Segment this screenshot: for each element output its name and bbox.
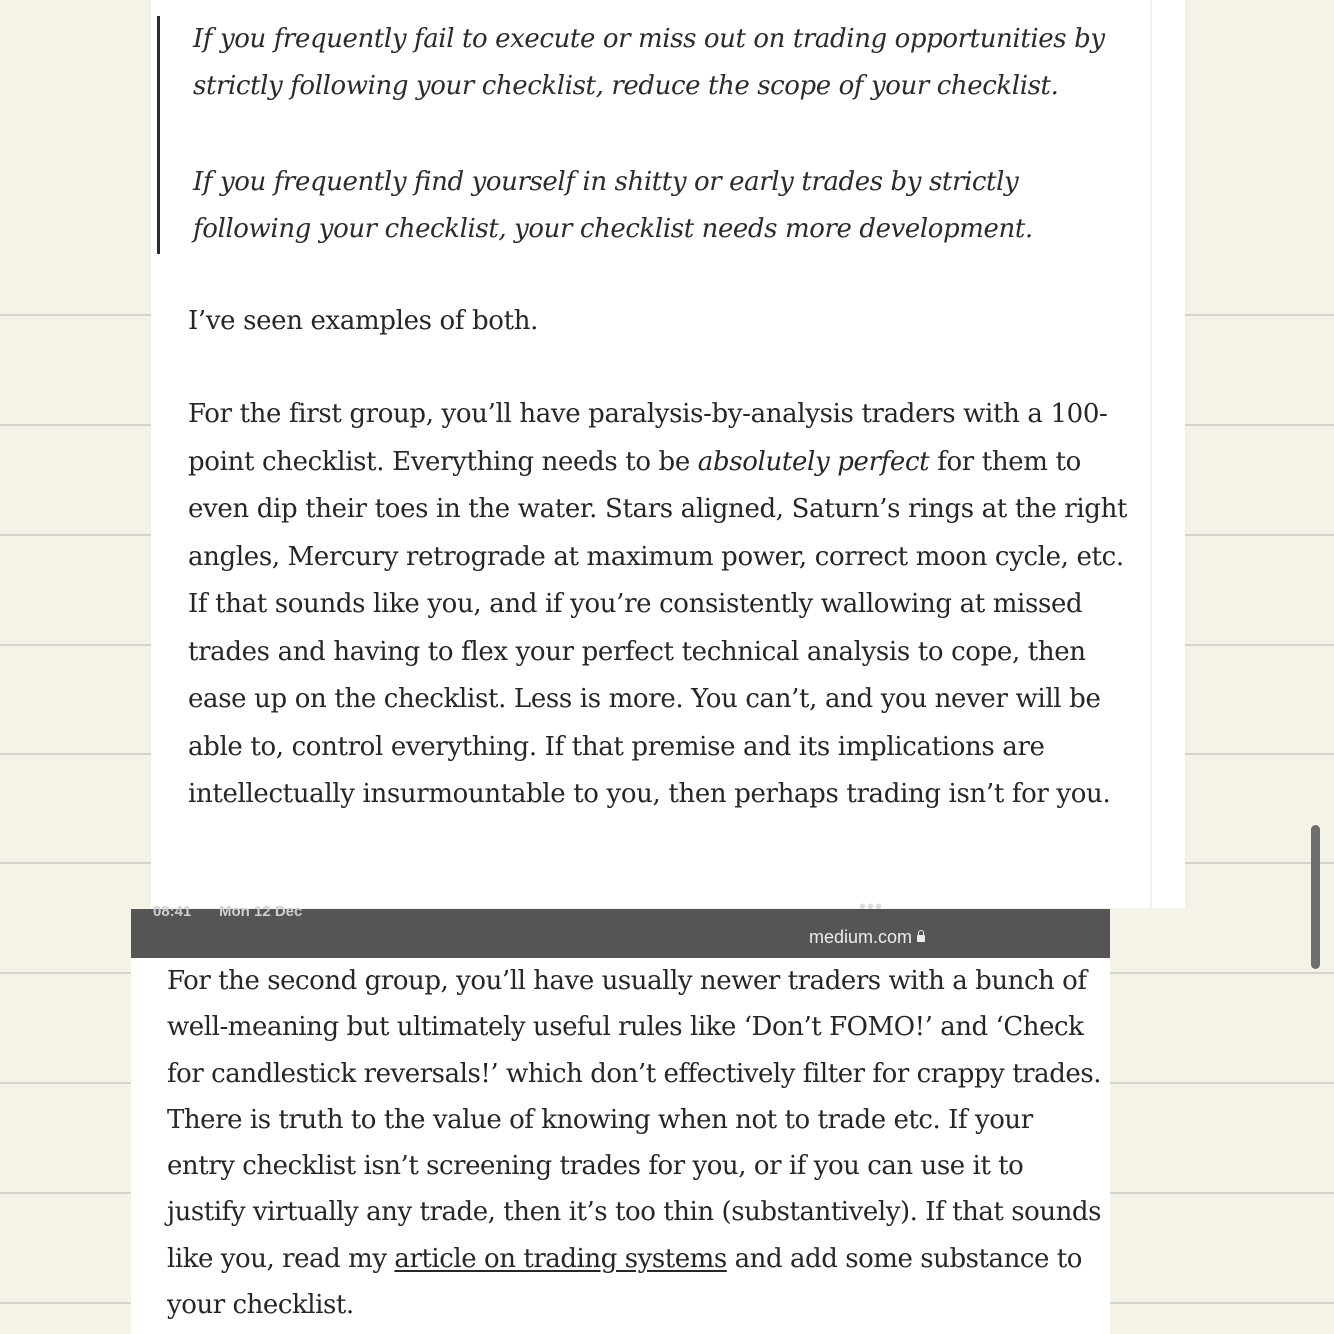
paragraph-second-group	[167, 958, 1102, 1328]
status-date: Mon 12 Dec	[219, 903, 303, 920]
scrollbar[interactable]	[1311, 825, 1320, 969]
card-edge	[1150, 0, 1152, 908]
paragraph-first-group	[188, 391, 1128, 819]
multitasking-dots-icon[interactable]: •••	[859, 896, 884, 918]
blockquote	[157, 16, 1120, 254]
quote-line-2: If you frequently find yourself in shitty or early trades by strictly following your checklist, your checklist needs more development.	[193, 167, 1033, 244]
status-bar	[131, 896, 1110, 958]
paragraph-first-group-text-a: For the first group, you’ll have paralysis-by-analysis traders with a 100-point checklist. Everything needs to be	[188, 399, 1108, 477]
address-bar[interactable]	[809, 927, 925, 948]
paragraph-examples: I’ve seen examples of both.	[188, 306, 539, 336]
url-text: medium.com	[809, 927, 913, 947]
article-screenshot-bottom	[131, 958, 1110, 1334]
emphasis-text: absolutely perfect	[697, 446, 930, 477]
paragraph-second-group-text-a: For the second group, you’ll have usually newer traders with a bunch of well-meaning but ultimately useful rules like ‘Don’t FOMO!’ and ‘Check for candlestick reversals!’ which don’t effectively filter for crappy trades. There is truth to the value of knowing when not to trade etc. If your entry checklist isn’t screening trades for you, or if you can use it to justify virtually any trade, then it’s too thin (substantively). If that sounds like you, read my	[167, 966, 1102, 1274]
status-time: 08:41	[153, 903, 192, 920]
paragraph-first-group-text-b: for them to even dip their toes in the water. Stars aligned, Saturn’s rings at the right angles, Mercury retrograde at maximum power, correct moon cycle, etc. If that sounds like you, and if you’re consistently wallowing at missed trades and having to flex your perfect technical analysis to cope, then ease up on the checklist. Less is more. You can’t, and you never will be able to, control everything. If that premise and its implications are intellectually insurmountable to you, then perhaps trading isn’t for you.	[188, 446, 1128, 809]
paragraph-second-group-text-b: and add some substance to your checklist.	[167, 1243, 1082, 1321]
trading-systems-link[interactable]: article on trading systems	[394, 1243, 727, 1274]
lock-icon	[917, 935, 925, 942]
article-screenshot-top	[151, 0, 1185, 908]
quote-line-1: If you frequently fail to execute or miss out on trading opportunities by strictly following your checklist, reduce the scope of your checklist.	[193, 24, 1105, 101]
